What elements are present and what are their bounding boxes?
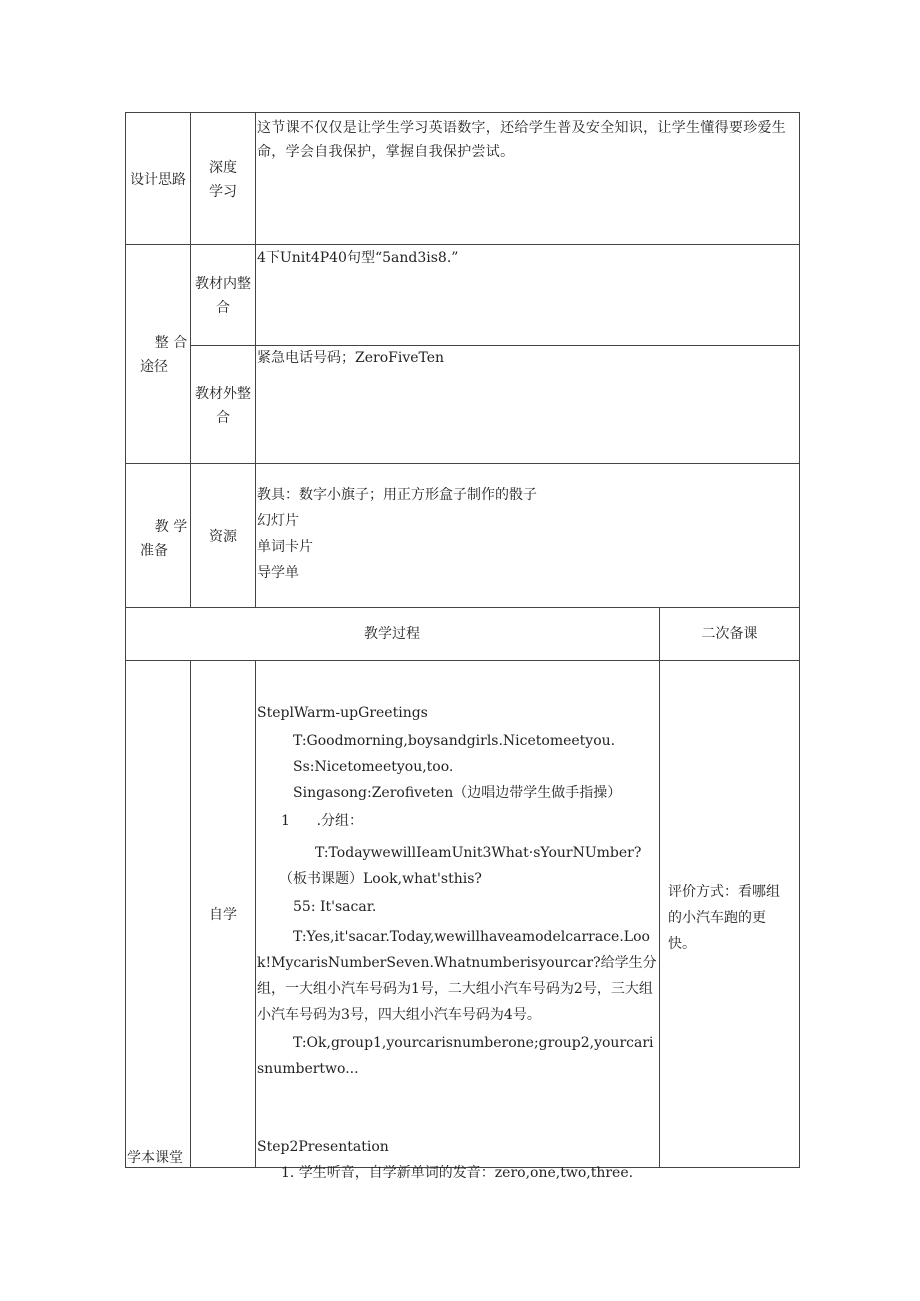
table-border — [255, 660, 256, 1168]
side-label: 学本课堂 — [127, 1150, 183, 1166]
design-sub-label-line: 学习 — [209, 184, 237, 200]
integration-label-line: 整 合 — [154, 335, 188, 351]
design-sub-label — [191, 156, 255, 204]
process-line: SteplWarm-upGreetings — [257, 705, 428, 721]
outside-label-line: 合 — [216, 410, 230, 426]
process-line: Ss:Nicetomeetyou,too. — [293, 759, 454, 775]
process-content — [257, 700, 657, 1186]
outside-label-line: 教材外整 — [195, 386, 251, 402]
inside-label-line: 教材内整 — [195, 276, 251, 292]
process-line: Singasong:Zerofiveten（边唱边带学生做手指操） — [293, 785, 622, 801]
table-border — [125, 660, 800, 661]
table-border — [125, 112, 800, 113]
integration-label — [126, 331, 206, 379]
table-border — [659, 607, 660, 1168]
process-line: Step2Presentation — [257, 1139, 389, 1155]
table-border — [125, 244, 800, 245]
prep-label-line: 教 学 — [154, 519, 188, 535]
process-header: 教学过程 — [364, 626, 420, 642]
prep-label-line: 准备 — [140, 543, 168, 559]
design-sub-label-line: 深度 — [209, 160, 237, 176]
table-border — [799, 112, 800, 1168]
table-border — [255, 112, 256, 608]
prep-item: 幻灯片 — [257, 513, 299, 529]
prep-items — [257, 482, 797, 586]
design-label: 设计思路 — [130, 172, 186, 188]
second-note: 评价方式：看哪组的小汽车跑的更快。 — [668, 884, 780, 952]
table-border — [125, 463, 800, 464]
process-line: T:Yes,it'sacar.Today,wewillhaveamodelcarrace.Look!MycarisNumberSeven.Whatnumberisyourcar?给学生分组，一大组小汽车号码为1号，二大组小汽车号码为2号，三大组小汽车号码为3号，四大组小汽车号码为4号。 — [257, 929, 657, 1023]
inside-label — [191, 272, 255, 320]
outside-label — [191, 382, 255, 430]
second-header: 二次备课 — [701, 626, 758, 642]
inside-content: 4下Unit4P40句型“5and3is8.” — [257, 250, 459, 266]
design-content: 这节课不仅仅是让学生学习英语数字，还给学生普及安全知识，让学生懂得要珍爱生命，学会自我保护，掌握自我保护尝试。 — [257, 120, 787, 160]
process-line: 1 .分组： — [281, 813, 364, 829]
process-line: T:TodaywewillIeamUnit3What·sYourNUmber?（板书课题）Look,what'sthis? — [279, 845, 642, 887]
inside-label-line: 合 — [216, 300, 230, 316]
process-line: 55: It'sacar. — [293, 899, 377, 915]
outside-content: 紧急电话号码；ZeroFiveTen — [257, 350, 445, 366]
integration-label-line: 途径 — [140, 359, 168, 375]
process-line — [257, 1082, 657, 1134]
prep-sub-label: 资源 — [209, 529, 237, 545]
prep-item: 教具：数字小旗子；用正方形盒子制作的骰子 — [257, 487, 537, 503]
prep-item: 导学单 — [257, 565, 299, 581]
prep-item: 单词卡片 — [257, 539, 313, 555]
process-line: 1. 学生听音，自学新单词的发音：zero,one,two,three. — [281, 1165, 634, 1181]
phase-label: 自学 — [209, 907, 237, 923]
table-border — [125, 607, 800, 608]
process-line: T:Ok,group1,yourcarisnumberone;group2,yourcarisnumbertwo... — [257, 1035, 654, 1077]
process-line: T:Goodmorning,boysandgirls.Nicetomeetyou. — [293, 733, 616, 749]
